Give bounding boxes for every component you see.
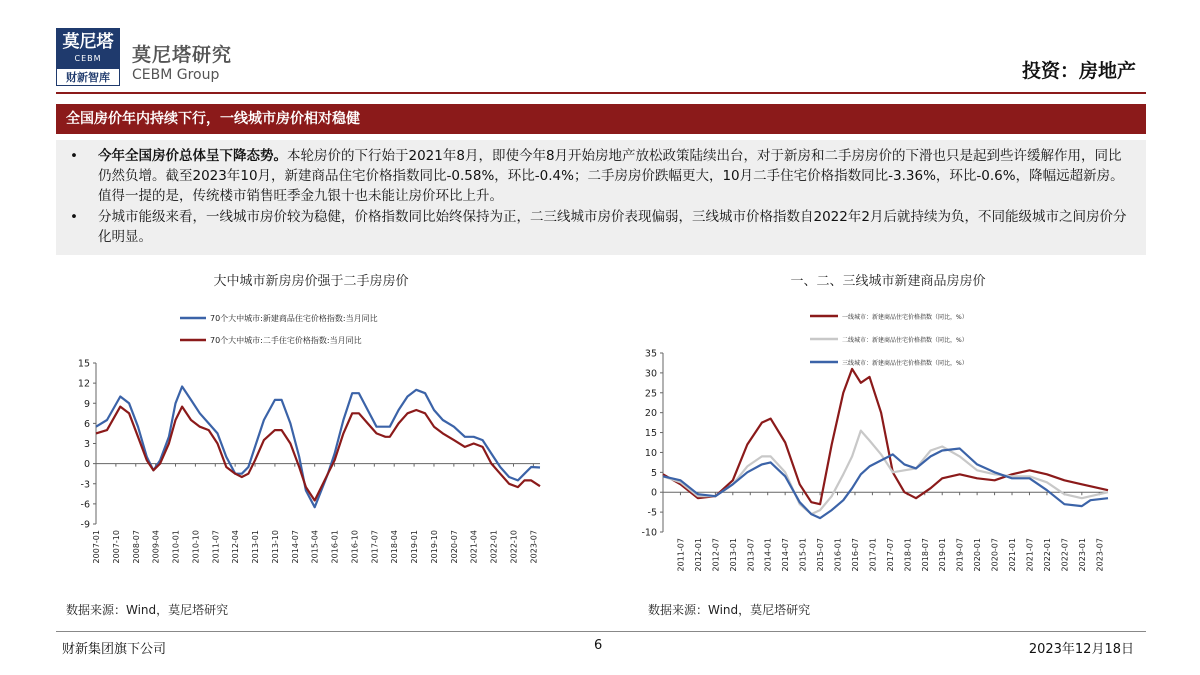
footer-date: 2023年12月18日 [1028, 642, 1134, 657]
x-tick-label: 2014-01 [763, 538, 773, 572]
x-tick-label: 2022-10 [509, 530, 519, 564]
y-tick-label: 10 [644, 447, 657, 459]
y-tick-label: 20 [644, 408, 657, 420]
x-tick-label: 2019-07 [955, 538, 965, 572]
x-tick-label: 2023-07 [1095, 538, 1105, 572]
y-tick-label: -6 [80, 499, 90, 511]
bullet-dot: • [70, 148, 78, 164]
x-tick-label: 2020-01 [973, 538, 983, 572]
y-tick-label: 5 [650, 467, 657, 479]
x-tick-label: 2020-07 [990, 538, 1000, 572]
bullet-text: 本轮房价的下行始于2021年8月，即使今年8月开始房地产放松政策陆续出台，对于新房和二手房房价的下滑也只是起到些许缓解作用，同比仍然负增。截至2023年10月，新建商品住宅价格指数同比-0.58%，环比-0.4%；二手房房价跌幅更大，10月二手住宅价格指数同比-3.36%，环比-0.6%，降幅远超新房。值得一提的是，传统楼市销售旺季金九银十也未能让房价环比上升。 [98, 148, 1124, 204]
x-tick-label: 2021-07 [1025, 538, 1035, 572]
section-title: 投资：房地产 [1021, 60, 1136, 82]
x-tick-label: 2011-07 [211, 530, 221, 564]
x-tick-label: 2007-10 [111, 530, 121, 564]
y-tick-label: -3 [80, 479, 90, 491]
x-tick-label: 2018-01 [903, 538, 913, 572]
x-tick-label: 2023-01 [1077, 538, 1087, 572]
footer-company: 财新集团旗下公司 [62, 642, 167, 657]
y-tick-label: -10 [641, 527, 657, 539]
y-tick-label: 0 [83, 459, 90, 471]
x-tick-label: 2017-07 [885, 538, 895, 572]
y-tick-label: 12 [77, 378, 90, 390]
y-tick-label: 15 [644, 428, 657, 440]
banner-title: 全国房价年内持续下行，一线城市房价相对稳健 [56, 104, 1146, 134]
y-tick-label: 3 [83, 439, 90, 450]
legend-label: 二线城市：新建商品住宅价格指数（同比，%） [842, 337, 968, 344]
right-source: 数据来源：Wind，莫尼塔研究 [648, 603, 811, 617]
footer-divider [56, 631, 1146, 632]
y-tick-label: 30 [644, 368, 657, 380]
legend-label: 70个大中城市:新建商品住宅价格指数:当月同比 [210, 314, 378, 323]
x-tick-label: 2016-10 [350, 530, 360, 564]
series-line [96, 387, 540, 508]
y-tick-label: -5 [647, 507, 657, 519]
x-tick-label: 2020-07 [449, 530, 459, 564]
brand-cn: 莫尼塔研究 [132, 44, 233, 66]
x-tick-label: 2019-10 [429, 530, 439, 564]
summary-box [56, 140, 1146, 255]
x-tick-label: 2023-07 [529, 530, 539, 564]
legend-label: 70个大中城市:二手住宅价格指数:当月同比 [210, 336, 362, 345]
x-tick-label: 2013-10 [270, 530, 280, 564]
logo [56, 28, 120, 88]
logo-en: CEBM [74, 54, 102, 63]
x-tick-label: 2008-07 [131, 530, 141, 564]
x-tick-label: 2016-01 [330, 530, 340, 564]
right-chart-title: 一、二、三线城市新建商品房房价 [790, 274, 986, 289]
left-source: 数据来源：Wind，莫尼塔研究 [66, 603, 229, 617]
legend-label: 三线城市：新建商品住宅价格指数（同比，%） [842, 360, 968, 367]
x-tick-label: 2015-07 [816, 538, 826, 572]
left-chart-title: 大中城市新房房价强于二手房房价 [213, 274, 409, 289]
x-tick-label: 2011-07 [676, 538, 686, 572]
x-tick-label: 2013-01 [728, 538, 738, 572]
logo-cn: 莫尼塔 [62, 32, 114, 52]
x-tick-label: 2019-01 [938, 538, 948, 572]
bullet-1 [66, 146, 1132, 206]
x-tick-label: 2022-07 [1060, 538, 1070, 572]
bullet-2 [66, 207, 1132, 247]
x-tick-label: 2016-01 [833, 538, 843, 572]
x-tick-label: 2010-10 [191, 530, 201, 564]
y-tick-label: 25 [644, 388, 657, 400]
x-tick-label: 2007-01 [92, 530, 101, 564]
x-tick-label: 2015-01 [798, 538, 808, 572]
x-tick-label: 2014-07 [781, 538, 791, 572]
x-tick-label: 2017-01 [868, 538, 878, 572]
x-tick-label: 2018-04 [390, 530, 400, 564]
right-chart [630, 296, 1146, 596]
x-tick-label: 2013-07 [746, 538, 756, 572]
x-tick-label: 2014-07 [290, 530, 300, 564]
y-tick-label: -9 [80, 519, 90, 531]
x-tick-label: 2022-01 [1042, 538, 1052, 572]
y-tick-label: 35 [644, 348, 657, 360]
x-tick-label: 2022-01 [489, 530, 499, 564]
x-tick-label: 2018-07 [920, 538, 930, 572]
x-tick-label: 2013-01 [251, 530, 261, 564]
x-tick-label: 2016-07 [850, 538, 860, 572]
legend-label: 一线城市：新建商品住宅价格指数（同比，%） [842, 314, 968, 321]
x-tick-label: 2009-04 [151, 530, 161, 564]
bullet-dot: • [70, 209, 78, 225]
y-tick-label: 15 [77, 358, 90, 370]
x-tick-label: 2012-07 [711, 538, 721, 572]
series-line [663, 369, 1108, 504]
x-tick-label: 2012-01 [693, 538, 703, 572]
page-number: 6 [594, 638, 603, 653]
left-chart [56, 296, 566, 596]
bullet-text: 分城市能级来看，一线城市房价较为稳健，价格指数同比始终保持为正，二三线城市房价表现偏弱，三线城市价格指数自2022年2月后就持续为负，不同能级城市之间房价分化明显。 [98, 209, 1127, 245]
x-tick-label: 2017-07 [370, 530, 380, 564]
x-tick-label: 2021-01 [1008, 538, 1018, 572]
x-tick-label: 2019-01 [410, 530, 420, 564]
y-tick-label: 9 [83, 398, 90, 410]
brand-en: CEBM Group [132, 67, 220, 83]
y-tick-label: 6 [83, 418, 90, 430]
x-tick-label: 2015-04 [310, 530, 320, 564]
logo-sub: 财新智库 [56, 68, 120, 86]
header-divider [56, 92, 1146, 94]
brand [132, 44, 232, 84]
x-tick-label: 2010-01 [171, 530, 181, 564]
x-tick-label: 2012-04 [231, 530, 241, 564]
bullet-lead: 今年全国房价总体呈下降态势。 [98, 148, 287, 164]
x-tick-label: 2021-04 [469, 530, 479, 564]
y-tick-label: 0 [650, 487, 657, 499]
